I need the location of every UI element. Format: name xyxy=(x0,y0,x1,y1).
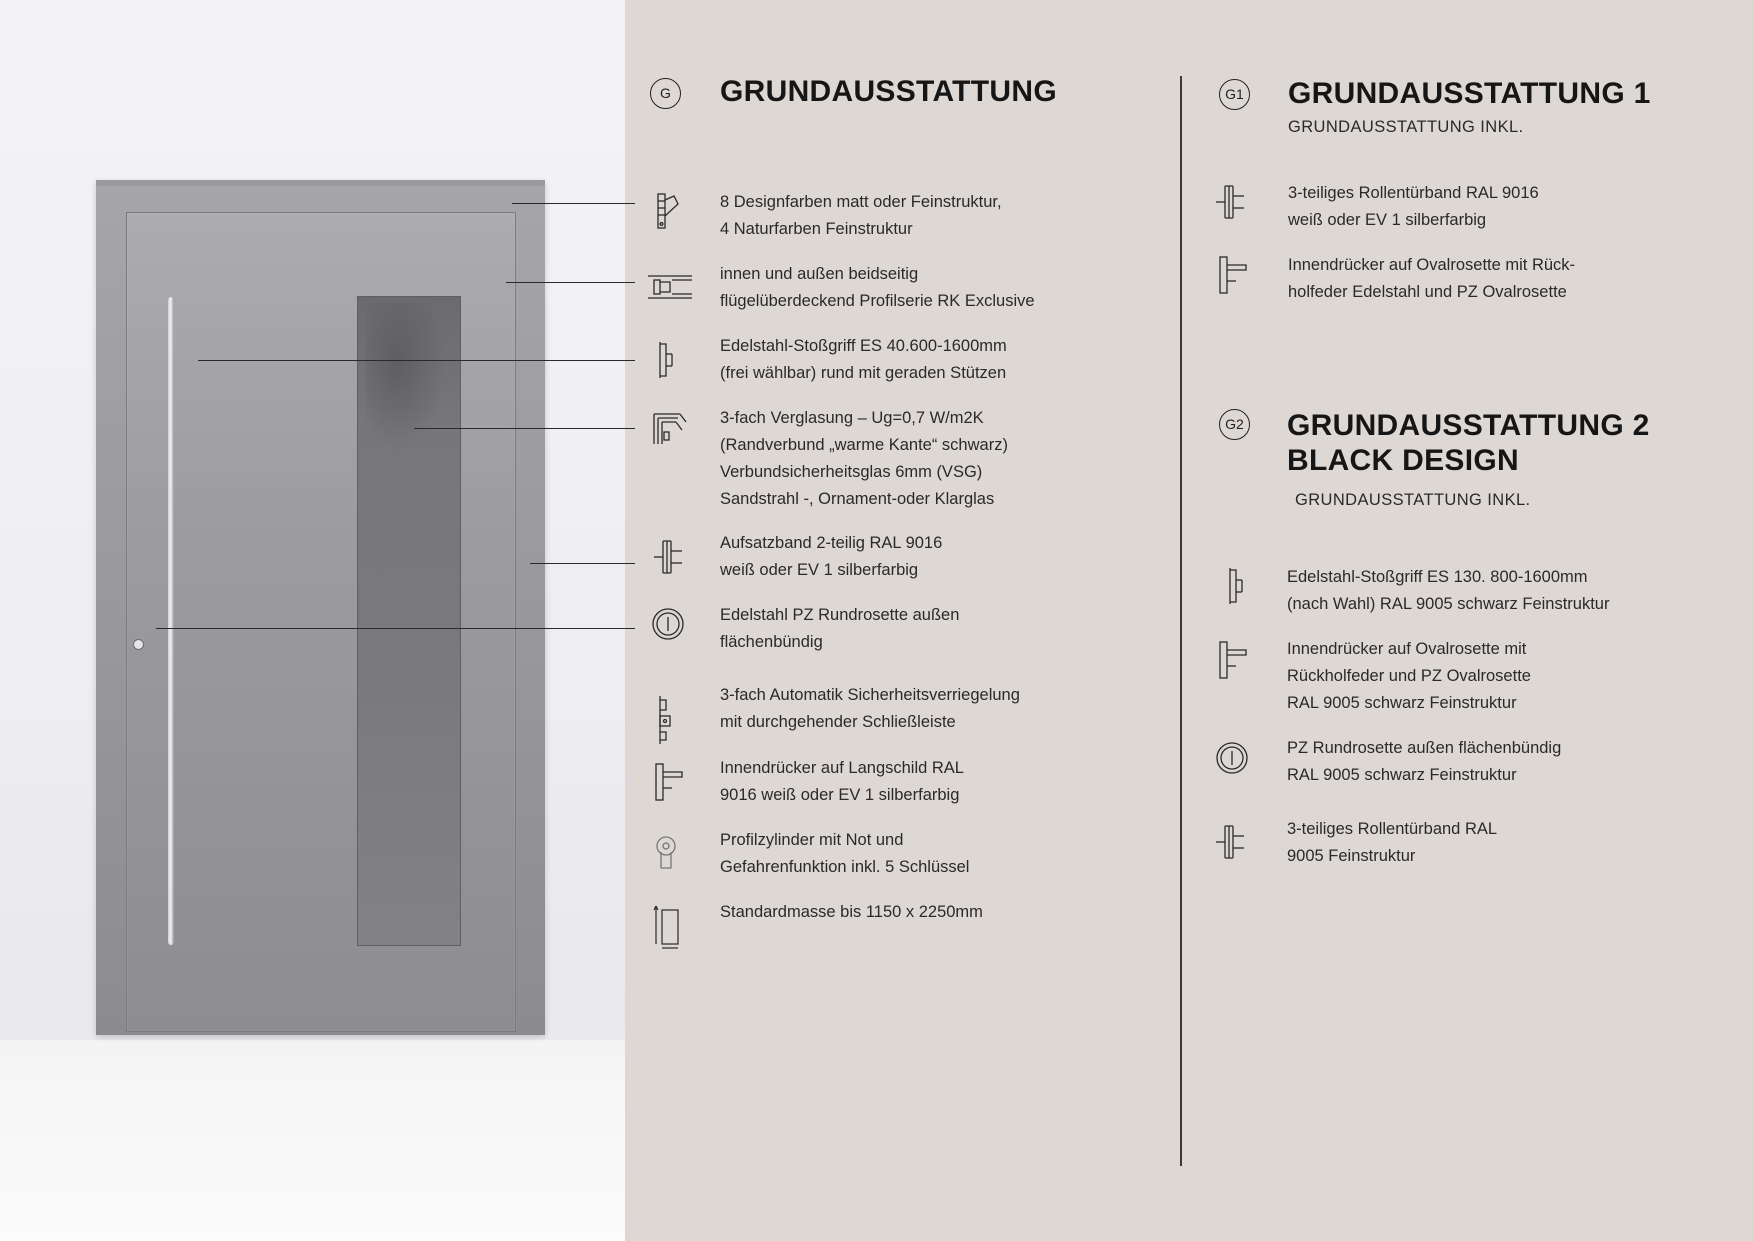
lever-handle-icon xyxy=(1216,255,1252,295)
hinge-icon xyxy=(1214,822,1250,862)
hinge-icon xyxy=(652,537,688,577)
callout-line-glazing xyxy=(414,428,635,429)
door-glass-panel xyxy=(357,296,461,946)
door-lock-rosette xyxy=(133,639,144,650)
lever-handle-icon xyxy=(652,762,688,802)
feature-locking: 3-fach Automatik Sicherheitsverriegelung mit durchgehender Schließleiste xyxy=(720,686,1020,731)
callout-line-color xyxy=(512,203,635,204)
door-illustration xyxy=(0,0,625,1241)
lever-handle-icon xyxy=(1216,640,1252,680)
badge-g2: G2 xyxy=(1219,409,1250,440)
feature-lever-handle: Innendrücker auf Langschild RAL 9016 weiß oder EV 1 silberfarbig xyxy=(720,759,964,804)
glazing-icon xyxy=(652,410,688,450)
door-leaf xyxy=(126,212,516,1032)
feature-dimensions: Standardmasse bis 1150 x 2250mm xyxy=(720,903,983,921)
callout-line-profile xyxy=(506,282,635,283)
door-frame xyxy=(96,180,545,1035)
column-divider xyxy=(1180,76,1182,1166)
g1-feature-hinge: 3-teiliges Rollentürband RAL 9016 weiß oder EV 1 silberfarbig xyxy=(1288,184,1539,229)
g2-feature-lever-handle: Innendrücker auf Ovalrosette mit Rückholfeder und PZ Ovalrosette RAL 9005 schwarz Feinstruktur xyxy=(1287,640,1531,712)
feature-glazing: 3-fach Verglasung – Ug=0,7 W/m2K (Randverbund „warme Kante“ schwarz) Verbundsicherheitsglas 6mm (VSG) Sandstrahl -, Ornament-oder Klarglas xyxy=(720,409,1008,508)
feature-profile: innen und außen beidseitig flügelüberdeckend Profilserie RK Exclusive xyxy=(720,265,1035,310)
feature-cylinder: Profilzylinder mit Not und Gefahrenfunktion inkl. 5 Schlüssel xyxy=(720,831,970,876)
g2-feature-hinge: 3-teiliges Rollentürband RAL 9005 Feinstruktur xyxy=(1287,820,1498,865)
round-rosette-icon xyxy=(1214,738,1250,778)
heading-grundausstattung-1: GRUNDAUSSTATTUNG 1 xyxy=(1288,77,1651,110)
floor xyxy=(0,1040,625,1241)
g2-feature-push-handle: Edelstahl-Stoßgriff ES 130. 800-1600mm (nach Wahl) RAL 9005 schwarz Feinstruktur xyxy=(1287,568,1610,613)
feature-hinge: Aufsatzband 2-teilig RAL 9016 weiß oder EV 1 silberfarbig xyxy=(720,534,943,579)
feature-push-handle: Edelstahl-Stoßgriff ES 40.600-1600mm (frei wählbar) rund mit geraden Stützen xyxy=(720,337,1007,382)
badge-g1: G1 xyxy=(1219,79,1250,110)
round-rosette-icon xyxy=(650,604,686,644)
badge-g: G xyxy=(650,78,681,109)
profile-section-icon xyxy=(648,268,692,308)
cylinder-lock-icon xyxy=(652,834,688,874)
door-push-handle xyxy=(168,297,174,945)
callout-line-handle xyxy=(198,360,635,361)
heading-grundausstattung: GRUNDAUSSTATTUNG xyxy=(720,75,1057,108)
feature-rosette: Edelstahl PZ Rundrosette außen flächenbündig xyxy=(720,606,960,651)
subheading-grundausstattung-inkl-1: GRUNDAUSSTATTUNG INKL. xyxy=(1288,118,1524,136)
push-handle-icon xyxy=(652,340,688,380)
heading-grundausstattung-2: GRUNDAUSSTATTUNG 2 xyxy=(1287,409,1650,442)
callout-line-rosette xyxy=(156,628,635,629)
dimensions-icon xyxy=(652,904,688,950)
g1-feature-lever-handle: Innendrücker auf Ovalrosette mit Rück- holfeder Edelstahl und PZ Ovalrosette xyxy=(1288,256,1576,301)
hinge-icon xyxy=(1214,182,1250,222)
feature-color-options: 8 Designfarben matt oder Feinstruktur, 4 Naturfarben Feinstruktur xyxy=(720,193,1002,238)
subheading-grundausstattung-inkl-2: GRUNDAUSSTATTUNG INKL. xyxy=(1295,491,1531,509)
heading-black-design: BLACK DESIGN xyxy=(1287,444,1519,477)
color-swatch-icon xyxy=(652,192,688,232)
multipoint-lock-icon xyxy=(652,696,688,744)
callout-line-hinge xyxy=(530,563,635,564)
push-handle-icon xyxy=(1222,566,1258,606)
g2-feature-rosette: PZ Rundrosette außen flächenbündig RAL 9005 schwarz Feinstruktur xyxy=(1287,739,1562,784)
